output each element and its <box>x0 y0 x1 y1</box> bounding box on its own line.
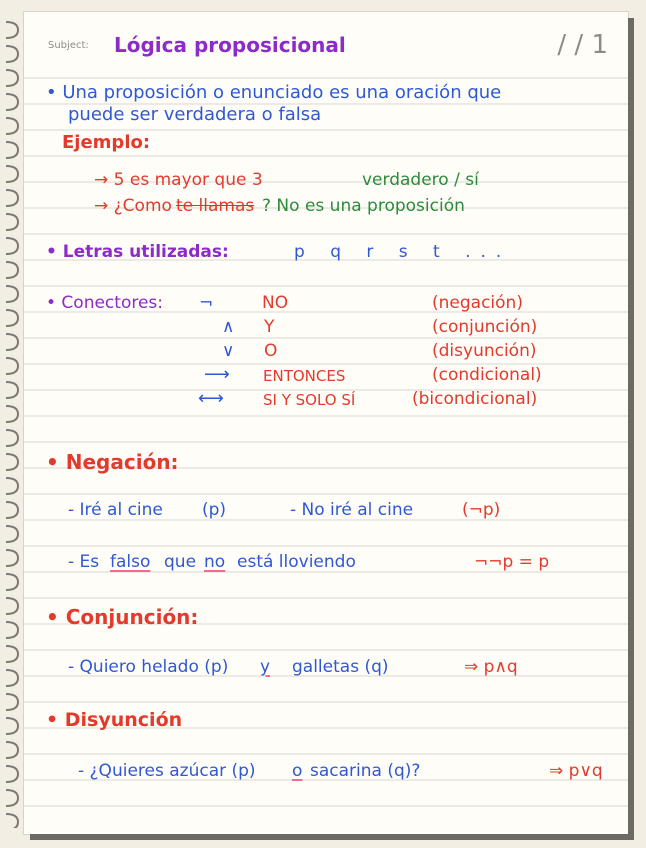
connector-neg-symbol: ¬ <box>199 293 214 313</box>
negation-example-2d: no <box>204 552 226 572</box>
connector-cond-word: ENTONCES <box>263 367 346 385</box>
letters-list: p q r s t ... <box>294 242 512 262</box>
conjunction-example-a: - Quiero helado (p) <box>68 657 229 677</box>
conjunction-example-c: galletas (q) <box>292 657 389 677</box>
negation-example-1d: (¬p) <box>462 500 501 520</box>
subject-title: Lógica proposicional <box>114 33 346 57</box>
connector-neg-word: NO <box>262 293 289 313</box>
negation-example-1c: - No iré al cine <box>290 500 414 520</box>
disjunction-example-c: sacarina (q)? <box>310 761 421 781</box>
connector-bicond-word: SI Y SOLO SÍ <box>263 391 356 409</box>
negation-example-2b: falso <box>110 552 151 572</box>
example-2-start: → ¿Como <box>94 196 172 216</box>
example-1: → 5 es mayor que 3 <box>94 170 263 190</box>
conjunction-heading: • Conjunción: <box>46 605 199 629</box>
negation-example-2c: que <box>164 552 197 572</box>
disjunction-example-a: - ¿Quieres azúcar (p) <box>78 761 256 781</box>
negation-example-1b: (p) <box>202 500 227 520</box>
definition-line-2: puede ser verdadera o falsa <box>68 104 322 125</box>
example-2-answer: ? No es una proposición <box>262 196 465 216</box>
negation-example-2f: ¬¬p = p <box>474 552 550 572</box>
disjunction-example-b: o <box>292 761 303 781</box>
connectors-heading: • Conectores: <box>46 293 164 313</box>
binder-coil <box>2 18 32 828</box>
page-number: / / 1 <box>557 30 608 60</box>
disjunction-heading: • Disyunción <box>46 709 183 731</box>
negation-example-2a: - Es <box>68 552 100 572</box>
example-1-answer: verdadero / sí <box>362 170 479 190</box>
subject-label: Subject: <box>48 40 89 51</box>
connector-and-name: (conjunción) <box>432 317 538 337</box>
connector-and-word: Y <box>264 317 275 337</box>
connector-or-word: O <box>264 341 278 361</box>
connector-or-name: (disyunción) <box>432 341 537 361</box>
notebook-page <box>24 12 628 834</box>
connector-neg-name: (negación) <box>432 293 523 313</box>
letters-heading: • Letras utilizadas: <box>46 242 229 262</box>
disjunction-example-d: ⇒ p∨q <box>549 761 603 781</box>
negation-heading: • Negación: <box>46 450 179 474</box>
connector-or-symbol: ∨ <box>222 341 235 361</box>
connector-bicond-symbol: ⟷ <box>198 388 224 409</box>
definition-line-1: • Una proposición o enunciado es una oración que <box>46 82 502 103</box>
example-2-crossed: te llamas <box>176 196 255 216</box>
conjunction-example-d: ⇒ p∧q <box>464 657 518 677</box>
negation-example-1a: - Iré al cine <box>68 500 163 520</box>
connector-and-symbol: ∧ <box>222 317 235 337</box>
connector-bicond-name: (bicondicional) <box>412 389 538 409</box>
negation-example-2e: está lloviendo <box>237 552 356 572</box>
connector-cond-symbol: ⟶ <box>204 364 230 385</box>
example-heading: Ejemplo: <box>62 132 151 153</box>
conjunction-example-b: y <box>260 657 271 677</box>
connector-cond-name: (condicional) <box>432 365 542 385</box>
